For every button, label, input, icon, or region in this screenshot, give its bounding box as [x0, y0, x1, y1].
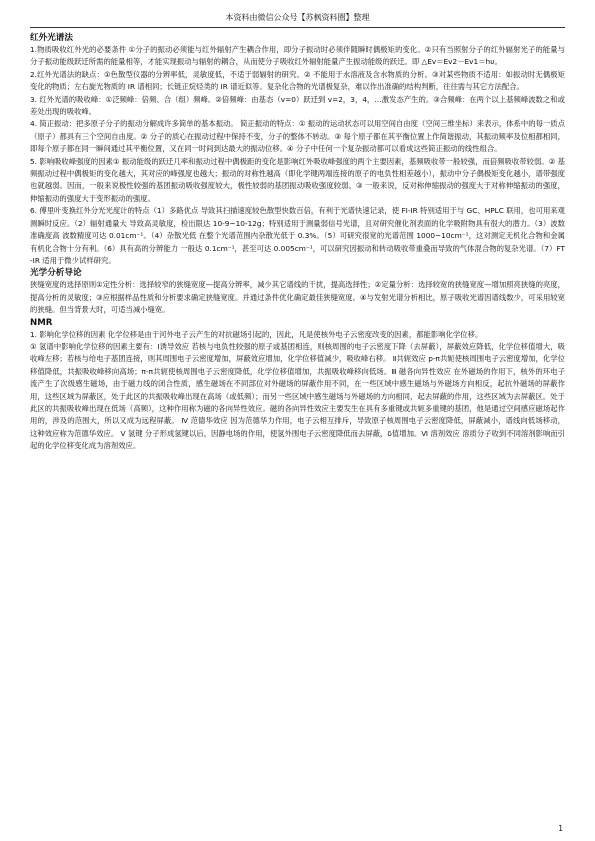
paragraph: 3. 红外光谱的吸收峰：①泛频峰：倍频、合（组）频峰。②倍频峰：由基态（v=0）跃迁到 v=2，3，4，…激发态产生的。③合频峰：在两个以上基频峰波数之和或差处出现的吸收峰。: [30, 94, 565, 117]
section-title: 红外光谱法: [30, 33, 73, 43]
paragraph: 2.红外光谱法的缺点：①色散型仪器的分辨率低，灵敏度低，不适于弱辐射的研究。② 不能用于水溶液及含水物质的分析。③对某些物质不适用：如振动时无偶极矩变化的物质；左右旋光物质的 IR 谱相同；长链正烷烃类的 IR 谱近似等。复杂化合物的光谱极复杂，难以作出准确的结构判断，往往需与其它方法配合。: [30, 69, 565, 92]
paragraph: ① 氢谱中影响化学位移的因素主要有：Ⅰ诱导效应 若核与电负性较强的原子或基团相连，则核周围的电子云密度下降（去屏蔽），屏蔽效应降低，化学位移值增大，吸收峰左移；若核与给电子基团连接，则其周围电子云密度增加，屏蔽效应增加，化学位移值减少，吸收峰右移。 Ⅱ共轭效应 p-π共轭使核周围电子云密度增加，化学位移值降低，共振吸收峰移向高场；π-π共轭使核周围电子云密度降低，化学位移值增加，共振吸收峰移向低场。Ⅲ 磁各向异性效应 在外磁场的作用下，核外的环电子流产生了次级感生磁场，由于磁力线的闭合性质，感生磁场在不同部位对外磁场的屏蔽作用不同，在一些区域中感生磁场与外磁场方向相反，起抗外磁场的屏蔽作用，这些区域为屏蔽区，处于此区的共振吸收峰出现在高场（或低频）；而另一些区域中感生磁场与外磁场的方向相同，起去屏蔽的作用，这些区域为去屏蔽区。处于此区的共振吸收峰出现在低场（高频），这种作用称为磁的各向异性效应。磁的各向异性效应主要发生在具有多重键或共轭多重键的基团，他是通过空间感应磁场起作用的，涉及的范围大，所以又成为远程屏蔽。 Ⅳ 范德华效应 因为范德华力作用，电子云相互排斥，导致原子核周围电子云密度降低，屏蔽减小，谱线向低场移动，这种效应称为范德华效应。 Ⅴ 氢键 分子形成氢键以后，因静电场的作用，使氢外围电子云密度降低而去屏蔽，δ值增加。Ⅵ 溶剂效应 溶质分子收到不同溶剂影响而引起的化学位移变化成为溶剂效应。: [30, 341, 565, 451]
section-optical-analysis: [30, 267, 565, 316]
paragraph: 狭缝宽度的选择原则①定性分析：选择较窄的狭缝宽度—提高分辨率，减少其它谱线的干扰，提高选择性；②定量分析：选择较宽的狭缝宽度—增加照亮狭缝的亮度，提高分析的灵敏度；③应根据样品性质和分析要求确定狭缝宽度。并通过条件优化确定最佳狭缝宽度。④与发射光谱分析相比，原子吸收光谱因谱线数少，可采用较宽的狭缝。但当背景大时，可适当减小缝宽。: [30, 280, 565, 315]
section-nmr: [30, 317, 565, 453]
paragraph: 5. 影响吸收峰强度的因素① 振动能级的跃迁几率和振动过程中偶极距的变化是影响红外吸收峰强度的两个主要因素，基频吸收带一般较强，而倍频吸收带较弱。② 基频振动过程中偶极矩的变化越大，其对应的峰强度也越大；振动的对称性越高（即化学键两端连接的原子的电负性相差越小），振动中分子偶极矩变化越小，谱带强度也就越弱。因而，一般来说极性较强的基团振动吸收强度较大，极性较弱的基团振动吸收强度较弱。③ 一般来说，反对称伸缩振动的强度大于对称伸缩振动的强度，伸缩振动的强度大于变形振动的强度。: [30, 156, 565, 203]
section-title: NMR: [30, 317, 53, 328]
paragraph: 1.物质吸收红外光的必要条件 ①分子的振动必须能与红外辐射产生耦合作用，即分子振动时必须伴随瞬时偶极矩的变化。②只有当照射分子的红外辐射光子的能量与分子振动能级跃迁所需的能量相等，才能实现振动与辐射的耦合，从而使分子吸收红外辐射能量产生振动能级的跃迁。即 △Ev＝Ev2－Ev1＝hυ。: [30, 45, 565, 67]
header-rule: [30, 27, 565, 28]
page-number: 1: [558, 824, 563, 833]
document-body: [30, 32, 565, 453]
section-infrared: [30, 32, 565, 267]
paragraph: 1. 影响化学位移的因素 化学位移是由于河外电子云产生的对抗磁场引起的，因此，凡是使核外电子云密度改变的因素，都能影响化学位移。: [30, 329, 483, 339]
paragraph: 6. 傅里叶变换红外分光光度计的特点（1）多路优点 导致其扫描速度较色散型快数百倍，有利于光谱快速记录，使 FI-IR 特别适用于与 GC、HPLC 联用，也可用来观测瞬时反应。（2）辐射通量大 导致高灵敏度，检出限达 10-9~10-12g；特别适用于测量弱信号光谱，且对研究催化剂表面的化学吸附物具有很大的潜力。（3）波数准确度高 波数精度可达 0.01cm⁻¹。（4）杂散光低 在整个光谱范围内杂散光低于 0.3%。（5）可研究很宽的光谱范围 1000~10cm⁻¹，这对测定无机化合物和金属有机化合物十分有利。（6）具有高的分辨能力 一般达 0.1cm⁻¹，甚至可达 0.005cm⁻¹，可以研究因振动和转动吸收带重叠而导致的气体混合物的复杂光谱。（7）FT-IR 适用于微少试样研究。: [30, 206, 565, 265]
section-title: 光学分析导论: [30, 268, 82, 279]
page-header: 本资料由微信公众号【苏枫资料圈】整理: [225, 13, 370, 22]
paragraph: 4. 简正振动：把多原子分子的振动分解成许多简单的基本振动。 简正振动的特点：① 振动的运动状态可以用空间自由度（空间三维坐标）来表示，体系中的每一质点（原子）都具有三个空间自由度。② 分子的质心在振动过程中保持不变，分子的整体不转动。③ 每个原子都在其平衡位置上作简谐振动，其振动频率及位相都相同，即每个原子都在同一瞬间通过其平衡位置，又在同一时间到达最大的振动位移。④ 分子中任何一个复杂振动都可以看成这些简正振动的线性组合。: [30, 119, 565, 154]
